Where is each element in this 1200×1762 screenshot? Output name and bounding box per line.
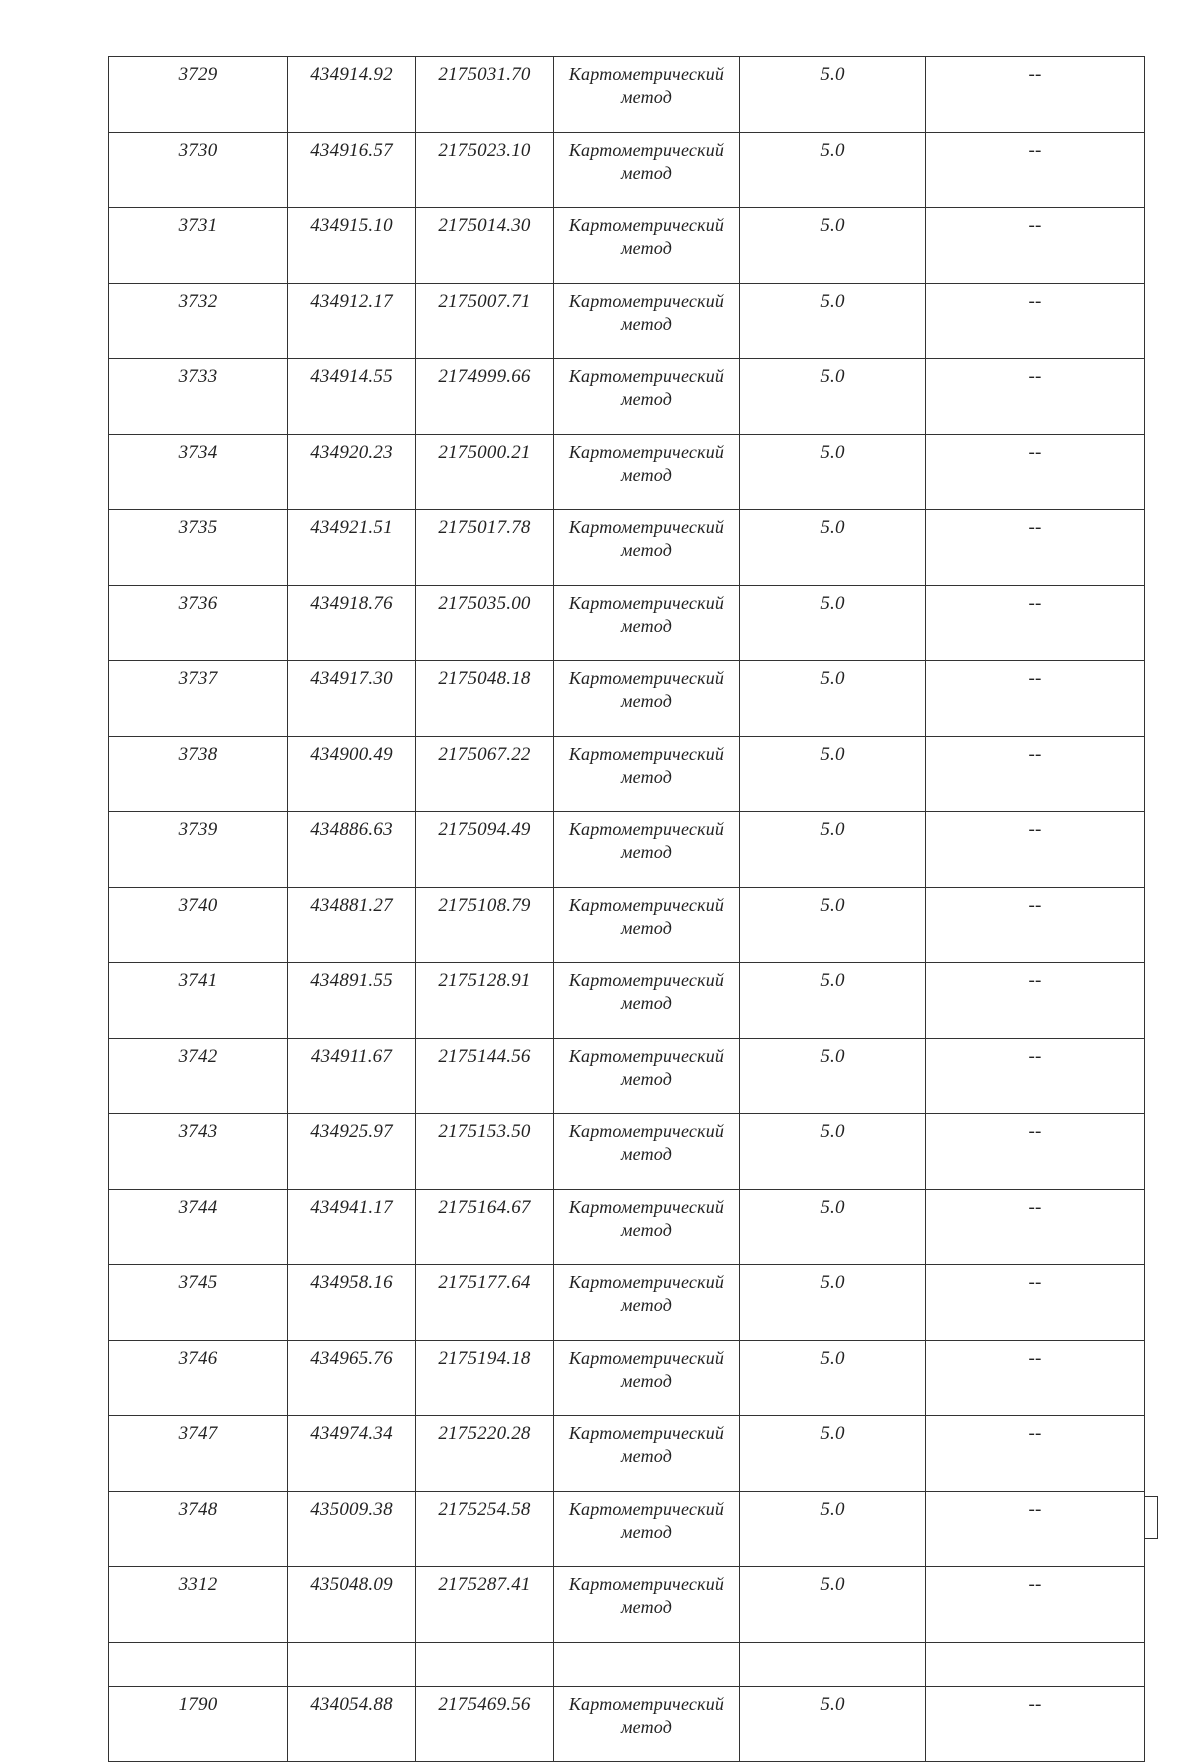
- table-row: [109, 1567, 1145, 1643]
- table-row: [109, 283, 1145, 359]
- method-cell: Картометрический метод: [554, 57, 740, 133]
- method-cell: Картометрический метод: [554, 1340, 740, 1416]
- y-coordinate-cell: 2175007.71: [416, 283, 554, 359]
- table-row: [109, 510, 1145, 586]
- accuracy-cell: 5.0: [740, 208, 926, 284]
- x-coordinate-cell: 434916.57: [288, 132, 416, 208]
- description-cell: --: [926, 1491, 1145, 1567]
- y-coordinate-cell: 2175254.58: [416, 1491, 554, 1567]
- description-cell: --: [926, 1686, 1145, 1762]
- x-coordinate-cell: 434054.88: [288, 1686, 416, 1762]
- x-coordinate-cell: 434917.30: [288, 661, 416, 737]
- y-coordinate-cell: 2175153.50: [416, 1114, 554, 1190]
- method-cell: Картометрический метод: [554, 736, 740, 812]
- empty-cell: [926, 1642, 1145, 1686]
- accuracy-cell: 5.0: [740, 57, 926, 133]
- empty-cell: [554, 1642, 740, 1686]
- accuracy-cell: 5.0: [740, 1189, 926, 1265]
- description-cell: --: [926, 1567, 1145, 1643]
- x-coordinate-cell: 434911.67: [288, 1038, 416, 1114]
- point-number-cell: 1790: [109, 1686, 288, 1762]
- y-coordinate-cell: 2175144.56: [416, 1038, 554, 1114]
- accuracy-cell: 5.0: [740, 736, 926, 812]
- description-cell: --: [926, 736, 1145, 812]
- description-cell: --: [926, 1265, 1145, 1341]
- blank-row-edge: [1144, 1496, 1158, 1539]
- description-cell: --: [926, 1038, 1145, 1114]
- accuracy-cell: 5.0: [740, 1340, 926, 1416]
- coordinates-table-body: [109, 57, 1145, 1762]
- description-cell: --: [926, 1189, 1145, 1265]
- method-cell: Картометрический метод: [554, 1567, 740, 1643]
- point-number-cell: 3733: [109, 359, 288, 435]
- method-cell: Картометрический метод: [554, 963, 740, 1039]
- accuracy-cell: 5.0: [740, 1114, 926, 1190]
- table-row: [109, 812, 1145, 888]
- table-row: [109, 1038, 1145, 1114]
- table-row: [109, 736, 1145, 812]
- accuracy-cell: 5.0: [740, 132, 926, 208]
- description-cell: --: [926, 812, 1145, 888]
- point-number-cell: 3729: [109, 57, 288, 133]
- x-coordinate-cell: 435009.38: [288, 1491, 416, 1567]
- accuracy-cell: 5.0: [740, 283, 926, 359]
- x-coordinate-cell: 434918.76: [288, 585, 416, 661]
- point-number-cell: 3736: [109, 585, 288, 661]
- accuracy-cell: 5.0: [740, 1567, 926, 1643]
- table-row: [109, 1265, 1145, 1341]
- empty-cell: [416, 1642, 554, 1686]
- table-row: [109, 887, 1145, 963]
- table-row: [109, 585, 1145, 661]
- table-row: [109, 1491, 1145, 1567]
- x-coordinate-cell: 434886.63: [288, 812, 416, 888]
- table-row: [109, 1416, 1145, 1492]
- y-coordinate-cell: 2175017.78: [416, 510, 554, 586]
- method-cell: Картометрический метод: [554, 1114, 740, 1190]
- y-coordinate-cell: 2174999.66: [416, 359, 554, 435]
- method-cell: Картометрический метод: [554, 1038, 740, 1114]
- table-row: [109, 359, 1145, 435]
- accuracy-cell: 5.0: [740, 1491, 926, 1567]
- point-number-cell: 3732: [109, 283, 288, 359]
- description-cell: --: [926, 208, 1145, 284]
- point-number-cell: 3738: [109, 736, 288, 812]
- description-cell: --: [926, 434, 1145, 510]
- x-coordinate-cell: 434958.16: [288, 1265, 416, 1341]
- y-coordinate-cell: 2175031.70: [416, 57, 554, 133]
- point-number-cell: 3744: [109, 1189, 288, 1265]
- point-number-cell: 3741: [109, 963, 288, 1039]
- method-cell: Картометрический метод: [554, 1686, 740, 1762]
- table-row: [109, 57, 1145, 133]
- accuracy-cell: 5.0: [740, 1686, 926, 1762]
- table-row-blank: [109, 1642, 1145, 1686]
- x-coordinate-cell: 434891.55: [288, 963, 416, 1039]
- table-row: [109, 132, 1145, 208]
- point-number-cell: 3737: [109, 661, 288, 737]
- description-cell: --: [926, 283, 1145, 359]
- method-cell: Картометрический метод: [554, 283, 740, 359]
- point-number-cell: 3746: [109, 1340, 288, 1416]
- y-coordinate-cell: 2175469.56: [416, 1686, 554, 1762]
- point-number-cell: 3740: [109, 887, 288, 963]
- accuracy-cell: 5.0: [740, 510, 926, 586]
- x-coordinate-cell: 435048.09: [288, 1567, 416, 1643]
- accuracy-cell: 5.0: [740, 1416, 926, 1492]
- y-coordinate-cell: 2175287.41: [416, 1567, 554, 1643]
- description-cell: --: [926, 1416, 1145, 1492]
- table-row: [109, 208, 1145, 284]
- point-number-cell: 3734: [109, 434, 288, 510]
- x-coordinate-cell: 434900.49: [288, 736, 416, 812]
- method-cell: Картометрический метод: [554, 1265, 740, 1341]
- empty-cell: [740, 1642, 926, 1686]
- x-coordinate-cell: 434912.17: [288, 283, 416, 359]
- coordinates-table: [108, 56, 1145, 1762]
- accuracy-cell: 5.0: [740, 359, 926, 435]
- accuracy-cell: 5.0: [740, 963, 926, 1039]
- accuracy-cell: 5.0: [740, 661, 926, 737]
- empty-cell: [288, 1642, 416, 1686]
- description-cell: --: [926, 661, 1145, 737]
- table-row: [109, 963, 1145, 1039]
- x-coordinate-cell: 434914.55: [288, 359, 416, 435]
- y-coordinate-cell: 2175094.49: [416, 812, 554, 888]
- method-cell: Картометрический метод: [554, 208, 740, 284]
- point-number-cell: 3735: [109, 510, 288, 586]
- x-coordinate-cell: 434881.27: [288, 887, 416, 963]
- point-number-cell: 3748: [109, 1491, 288, 1567]
- method-cell: Картометрический метод: [554, 434, 740, 510]
- method-cell: Картометрический метод: [554, 132, 740, 208]
- accuracy-cell: 5.0: [740, 1265, 926, 1341]
- table-row: [109, 1189, 1145, 1265]
- y-coordinate-cell: 2175177.64: [416, 1265, 554, 1341]
- method-cell: Картометрический метод: [554, 812, 740, 888]
- table-row: [109, 1340, 1145, 1416]
- accuracy-cell: 5.0: [740, 434, 926, 510]
- y-coordinate-cell: 2175164.67: [416, 1189, 554, 1265]
- description-cell: --: [926, 963, 1145, 1039]
- point-number-cell: 3743: [109, 1114, 288, 1190]
- point-number-cell: 3745: [109, 1265, 288, 1341]
- accuracy-cell: 5.0: [740, 812, 926, 888]
- x-coordinate-cell: 434941.17: [288, 1189, 416, 1265]
- y-coordinate-cell: 2175128.91: [416, 963, 554, 1039]
- method-cell: Картометрический метод: [554, 510, 740, 586]
- x-coordinate-cell: 434965.76: [288, 1340, 416, 1416]
- y-coordinate-cell: 2175035.00: [416, 585, 554, 661]
- point-number-cell: 3742: [109, 1038, 288, 1114]
- y-coordinate-cell: 2175220.28: [416, 1416, 554, 1492]
- x-coordinate-cell: 434974.34: [288, 1416, 416, 1492]
- description-cell: --: [926, 57, 1145, 133]
- table-row: [109, 1686, 1145, 1762]
- x-coordinate-cell: 434921.51: [288, 510, 416, 586]
- description-cell: --: [926, 1340, 1145, 1416]
- method-cell: Картометрический метод: [554, 661, 740, 737]
- point-number-cell: 3312: [109, 1567, 288, 1643]
- point-number-cell: 3731: [109, 208, 288, 284]
- x-coordinate-cell: 434920.23: [288, 434, 416, 510]
- description-cell: --: [926, 887, 1145, 963]
- method-cell: Картометрический метод: [554, 1189, 740, 1265]
- y-coordinate-cell: 2175023.10: [416, 132, 554, 208]
- description-cell: --: [926, 1114, 1145, 1190]
- x-coordinate-cell: 434925.97: [288, 1114, 416, 1190]
- method-cell: Картометрический метод: [554, 585, 740, 661]
- method-cell: Картометрический метод: [554, 359, 740, 435]
- method-cell: Картометрический метод: [554, 1491, 740, 1567]
- table-row: [109, 1114, 1145, 1190]
- y-coordinate-cell: 2175014.30: [416, 208, 554, 284]
- y-coordinate-cell: 2175108.79: [416, 887, 554, 963]
- point-number-cell: 3747: [109, 1416, 288, 1492]
- point-number-cell: 3739: [109, 812, 288, 888]
- description-cell: --: [926, 359, 1145, 435]
- x-coordinate-cell: 434915.10: [288, 208, 416, 284]
- point-number-cell: 3730: [109, 132, 288, 208]
- y-coordinate-cell: 2175067.22: [416, 736, 554, 812]
- method-cell: Картометрический метод: [554, 1416, 740, 1492]
- y-coordinate-cell: 2175194.18: [416, 1340, 554, 1416]
- description-cell: --: [926, 510, 1145, 586]
- accuracy-cell: 5.0: [740, 585, 926, 661]
- y-coordinate-cell: 2175000.21: [416, 434, 554, 510]
- description-cell: --: [926, 132, 1145, 208]
- table-row: [109, 434, 1145, 510]
- method-cell: Картометрический метод: [554, 887, 740, 963]
- y-coordinate-cell: 2175048.18: [416, 661, 554, 737]
- description-cell: --: [926, 585, 1145, 661]
- x-coordinate-cell: 434914.92: [288, 57, 416, 133]
- empty-cell: [109, 1642, 288, 1686]
- accuracy-cell: 5.0: [740, 887, 926, 963]
- table-row: [109, 661, 1145, 737]
- accuracy-cell: 5.0: [740, 1038, 926, 1114]
